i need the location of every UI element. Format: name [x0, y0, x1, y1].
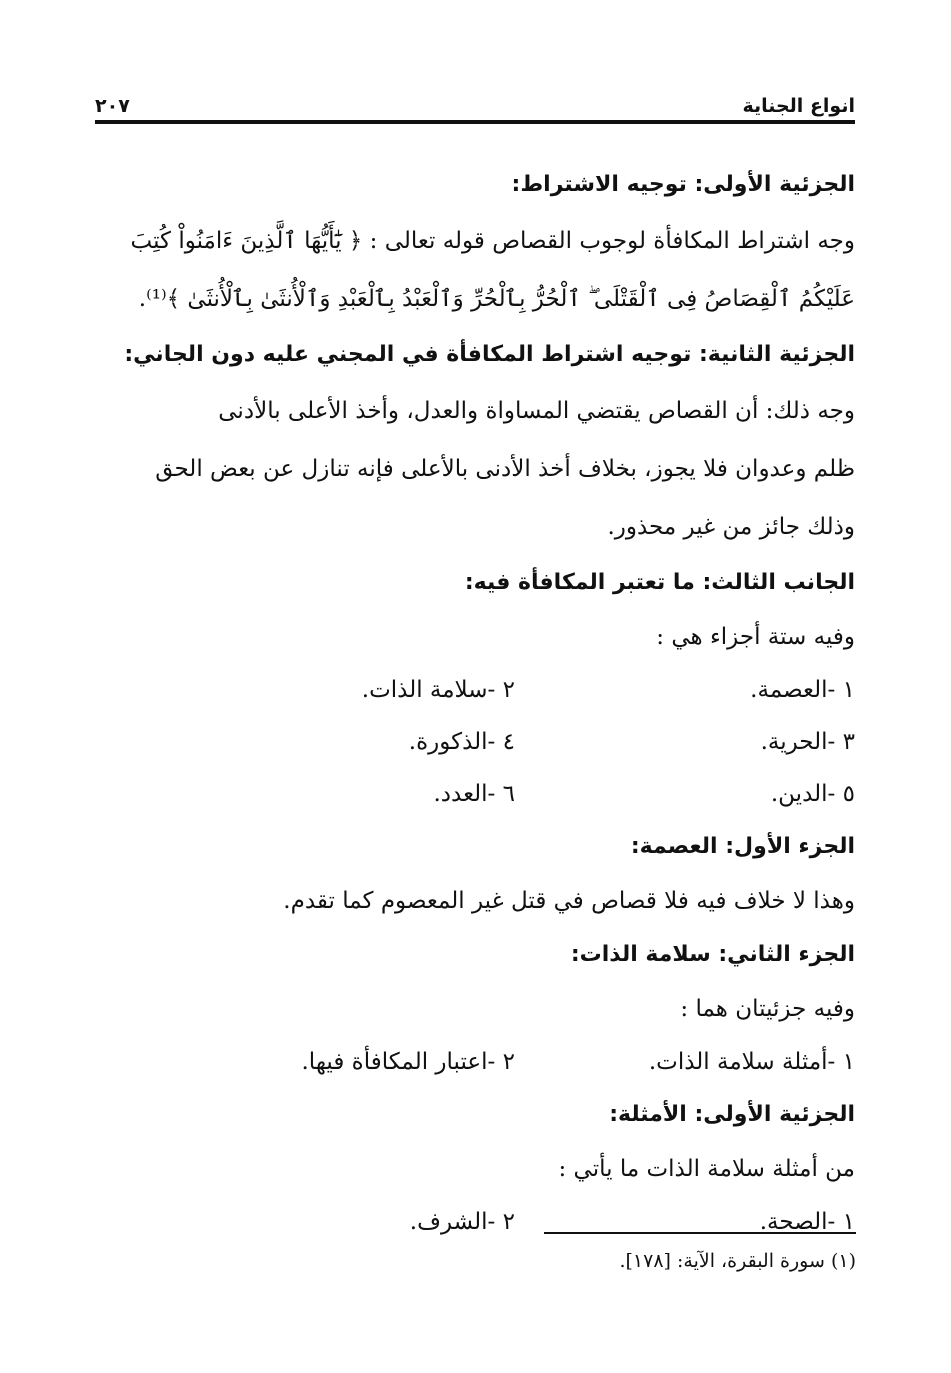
- list-item: ٦ -العدد.: [433, 781, 515, 807]
- list-item: ١ -العصمة.: [750, 677, 855, 703]
- paragraph-justification: [95, 382, 855, 556]
- parts-row: [95, 664, 855, 716]
- parts-row: [95, 768, 855, 820]
- heading-victim-condition: الجزئية الثانية: توجيه اشتراط المكافأة في المجني عليه دون الجاني:: [124, 342, 855, 367]
- list-item: ٢ -الشرف.: [409, 1209, 515, 1235]
- list-item: ٥ -الدين.: [770, 781, 855, 807]
- parts-list: [95, 664, 855, 820]
- chapter-title: انواع الجناية: [742, 95, 855, 117]
- paragraph-line: وجه ذلك: أن القصاص يقتضي المساواة والعدل، وأخذ الأعلى بالأدنى: [218, 398, 855, 424]
- footnote: (١) سورة البقرة، الآية: [١٧٨].: [619, 1250, 856, 1272]
- list-item: ٢ -سلامة الذات.: [361, 677, 515, 703]
- list-item: ٢ -اعتبار المكافأة فيها.: [301, 1049, 515, 1075]
- list-item: ٣ -الحرية.: [760, 729, 855, 755]
- list-item: ٤ -الذكورة.: [408, 729, 515, 755]
- list-item: ١ -الصحة.: [759, 1209, 855, 1235]
- page-header: [95, 95, 855, 120]
- subparts-intro: وفيه جزئيتان هما :: [680, 996, 855, 1022]
- subparts-row: [95, 1036, 855, 1088]
- parts-row: [95, 716, 855, 768]
- heading-condition-rationale: الجزئية الأولى: توجيه الاشتراط:: [511, 172, 855, 197]
- header-rule: [95, 120, 855, 124]
- page-number: ٢٠٧: [95, 95, 130, 117]
- heading-part-two: الجزء الثاني: سلامة الذات:: [570, 942, 855, 967]
- paragraph-line: وجه اشتراط المكافأة لوجوب القصاص قوله تعالى : ﴿ يَٰٓأَيُّهَا ٱلَّذِينَ ءَامَنُواْ كُتِبَ: [130, 228, 855, 254]
- paragraph-line: وذلك جائز من غير محذور.: [607, 514, 855, 540]
- footnote-rule: [544, 1232, 856, 1234]
- verse-line: عَلَيْكُمُ ٱلْقِصَاصُ فِى ٱلْقَتْلَى ۖ ٱلْحُرُّ بِٱلْحُرِّ وَٱلْعَبْدُ بِٱلْعَبْدِ وَٱلْأُنثَىٰ بِٱلْأُنثَىٰ ﴾⁽¹⁾.: [138, 286, 855, 312]
- list-item: ١ -أمثلة سلامة الذات.: [648, 1049, 855, 1075]
- heading-part-one: الجزء الأول: العصمة:: [630, 834, 855, 859]
- paragraph-line: ظلم وعدوان فلا يجوز، بخلاف أخذ الأدنى بالأعلى فإنه تنازل عن بعض الحق: [155, 456, 855, 482]
- examples-row: [95, 1196, 855, 1248]
- paragraph-verse: [95, 212, 855, 328]
- examples-intro: من أمثلة سلامة الذات ما يأتي :: [558, 1156, 855, 1182]
- paragraph-infallibility: وهذا لا خلاف فيه فلا قصاص في قتل غير المعصوم كما تقدم.: [283, 888, 855, 914]
- parts-intro: وفيه ستة أجزاء هي :: [656, 624, 855, 650]
- page: [95, 95, 855, 1248]
- heading-examples: الجزئية الأولى: الأمثلة:: [609, 1102, 855, 1127]
- heading-third-aspect: الجانب الثالث: ما تعتبر المكافأة فيه:: [464, 570, 855, 595]
